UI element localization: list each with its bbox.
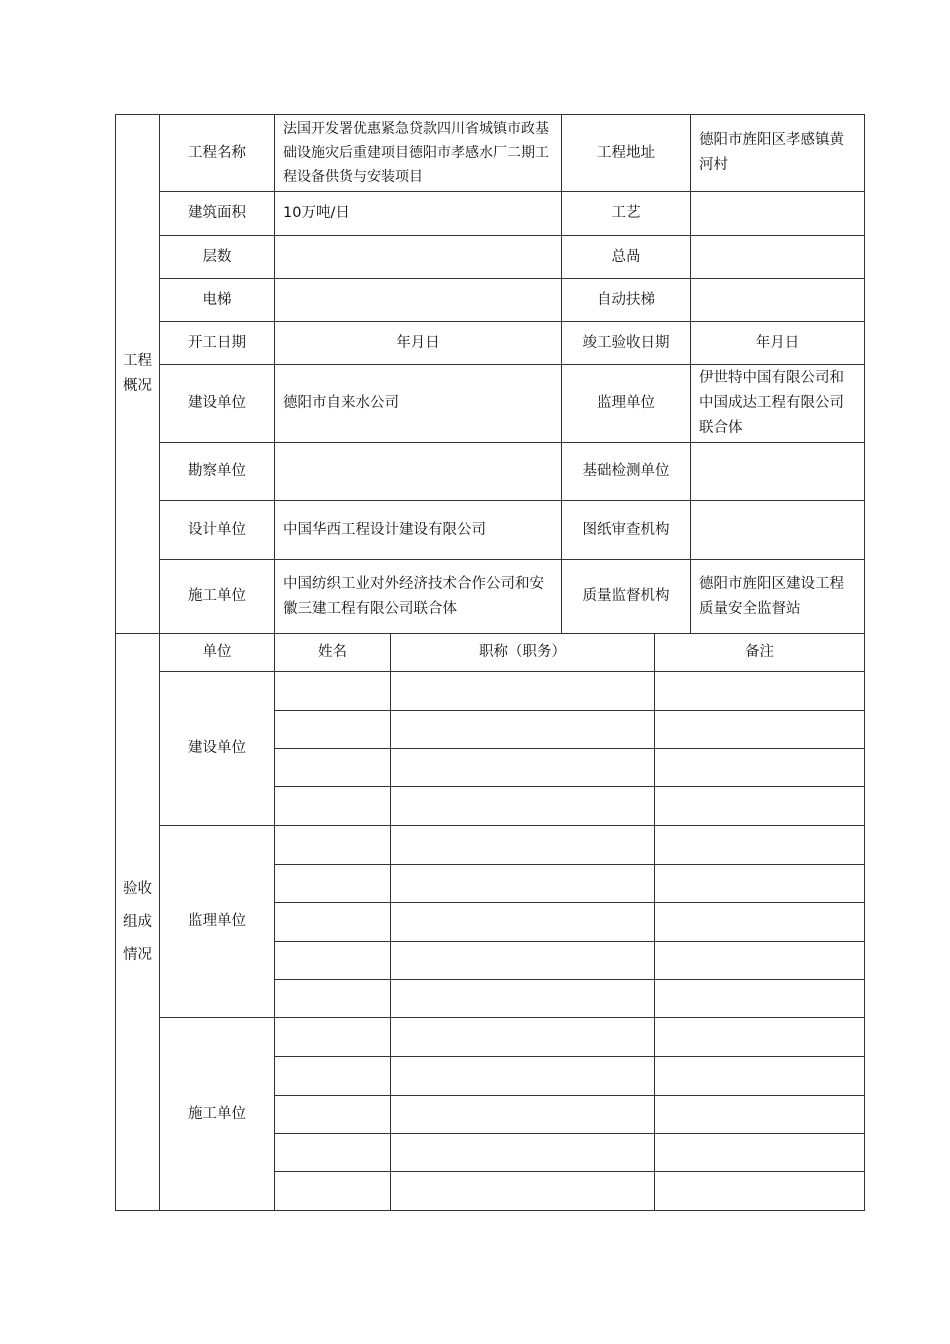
field-value: 德阳市自来水公司 [275, 365, 562, 443]
field-value [691, 236, 865, 279]
name-cell [275, 1172, 391, 1211]
name-cell [275, 903, 391, 942]
remark-cell [655, 749, 865, 787]
overview-row [116, 236, 865, 279]
title-cell [391, 826, 655, 865]
field-value: 德阳市旌阳区建设工程质量安全监督站 [691, 560, 865, 634]
remark-cell [655, 1096, 865, 1134]
title-cell [391, 787, 655, 826]
field-value: 10万吨/日 [275, 192, 562, 236]
overview-row [116, 279, 865, 322]
title-cell [391, 865, 655, 903]
overview-row [116, 365, 865, 443]
field-value: 伊世特中国有限公司和中国成达工程有限公司联合体 [691, 365, 865, 443]
field-value [691, 279, 865, 322]
remark-cell [655, 1018, 865, 1057]
overview-row [116, 322, 865, 365]
name-cell [275, 865, 391, 903]
remark-cell [655, 672, 865, 711]
table-row [116, 1018, 865, 1057]
field-value [275, 279, 562, 322]
remark-cell [655, 1172, 865, 1211]
group-unit-label: 监理单位 [160, 826, 275, 1018]
field-label: 总咼 [562, 236, 691, 279]
field-label: 自动扶梯 [562, 279, 691, 322]
name-cell [275, 1134, 391, 1172]
remark-cell [655, 711, 865, 749]
field-label: 图纸审查机构 [562, 501, 691, 560]
field-label: 建设单位 [160, 365, 275, 443]
field-value [275, 236, 562, 279]
name-cell [275, 749, 391, 787]
remark-cell [655, 1134, 865, 1172]
field-value: 年月日 [275, 322, 562, 365]
title-cell [391, 942, 655, 980]
name-cell [275, 980, 391, 1018]
name-cell [275, 1057, 391, 1096]
field-label: 勘察单位 [160, 443, 275, 501]
section-label-overview: 工程 概况 [116, 115, 160, 634]
field-label: 工程地址 [562, 115, 691, 192]
field-label: 建筑面积 [160, 192, 275, 236]
overview-row [116, 560, 865, 634]
remark-cell [655, 903, 865, 942]
title-cell [391, 1134, 655, 1172]
project-overview-table [115, 114, 865, 634]
field-label: 质量监督机构 [562, 560, 691, 634]
name-cell [275, 787, 391, 826]
title-cell [391, 1172, 655, 1211]
header-unit: 单位 [160, 634, 275, 672]
field-label: 工艺 [562, 192, 691, 236]
overview-row [116, 192, 865, 236]
header-remark: 备注 [655, 634, 865, 672]
field-value: 年月日 [691, 322, 865, 365]
remark-cell [655, 1057, 865, 1096]
field-label: 竣工验收日期 [562, 322, 691, 365]
field-label: 设计单位 [160, 501, 275, 560]
title-cell [391, 1018, 655, 1057]
field-value: 中国纺织工业对外经济技术合作公司和安徽三建工程有限公司联合体 [275, 560, 562, 634]
table-row [116, 826, 865, 865]
title-cell [391, 1096, 655, 1134]
title-cell [391, 1057, 655, 1096]
field-label: 监理单位 [562, 365, 691, 443]
field-label: 层数 [160, 236, 275, 279]
title-cell [391, 749, 655, 787]
remark-cell [655, 942, 865, 980]
section-label-acceptance: 验收 组成 情况 [116, 634, 160, 1211]
name-cell [275, 672, 391, 711]
field-value [691, 443, 865, 501]
field-value [691, 192, 865, 236]
header-title: 职称（职务） [391, 634, 655, 672]
overview-row [116, 501, 865, 560]
field-label: 电梯 [160, 279, 275, 322]
field-value: 中国华西工程设计建设有限公司 [275, 501, 562, 560]
field-value: 德阳市旌阳区孝感镇黄河村 [691, 115, 865, 192]
name-cell [275, 826, 391, 865]
overview-row [116, 115, 865, 192]
table-header-row [116, 634, 865, 672]
remark-cell [655, 865, 865, 903]
remark-cell [655, 980, 865, 1018]
name-cell [275, 1096, 391, 1134]
name-cell [275, 942, 391, 980]
header-name: 姓名 [275, 634, 391, 672]
remark-cell [655, 787, 865, 826]
title-cell [391, 980, 655, 1018]
title-cell [391, 672, 655, 711]
field-value [691, 501, 865, 560]
table-row [116, 672, 865, 711]
title-cell [391, 711, 655, 749]
field-value: 法国开发署优惠紧急贷款四川省城镇市政基础设施灾后重建项目德阳市孝感水厂二期工程设备供货与安装项目 [275, 115, 562, 192]
field-label: 施工单位 [160, 560, 275, 634]
group-unit-label: 施工单位 [160, 1018, 275, 1211]
name-cell [275, 711, 391, 749]
title-cell [391, 903, 655, 942]
overview-row [116, 443, 865, 501]
remark-cell [655, 826, 865, 865]
group-unit-label: 建设单位 [160, 672, 275, 826]
field-label: 基础检测单位 [562, 443, 691, 501]
acceptance-team-table [115, 633, 865, 1211]
name-cell [275, 1018, 391, 1057]
field-label: 工程名称 [160, 115, 275, 192]
field-label: 开工日期 [160, 322, 275, 365]
field-value [275, 443, 562, 501]
